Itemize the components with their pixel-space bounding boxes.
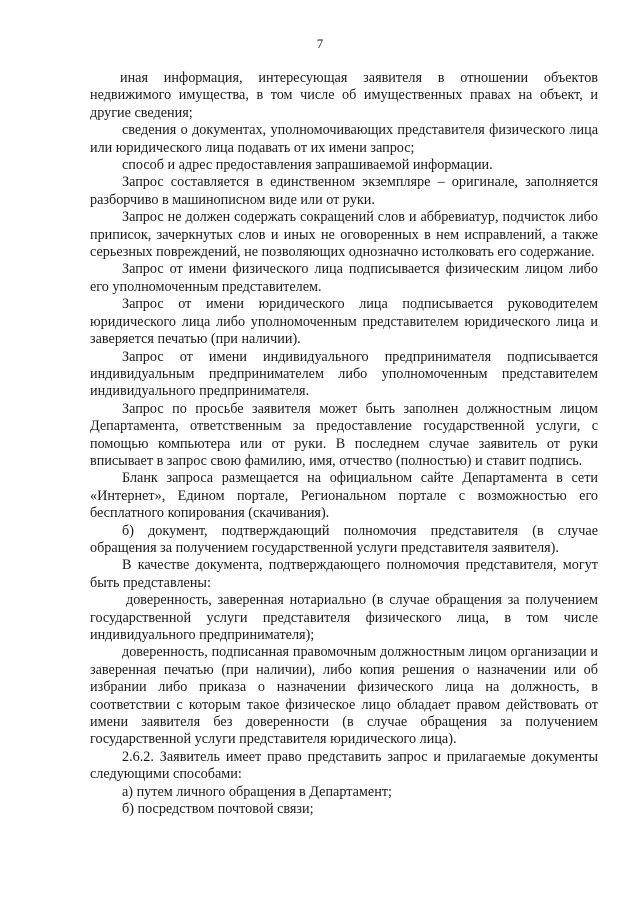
list-item-personal-visit: а) путем личного обращения в Департамент;: [122, 783, 392, 800]
list-item-postal: б) посредством почтовой связи;: [122, 801, 314, 818]
paragraph-section-2-6-2: 2.6.2. Заявитель имеет право представить запрос и прилагаемые документы следующими способами:: [90, 748, 598, 783]
paragraph-no-abbreviations: Запрос не должен содержать сокращений слов и аббревиатур, подчисток либо приписок, зачеркнутых слов и иных не оговоренных в нем исправлений, а также серьезных повреждений, не позволяющих однозначно истолковать его содержание.: [90, 209, 598, 261]
paragraph-legal-entity-signature: Запрос от имени юридического лица подписывается руководителем юридического лица либо уполномоченным представителем юридического лица и заверяется печатью (при наличии).: [90, 296, 598, 348]
paragraph-authority-documents: В качестве документа, подтверждающего полномочия представителя, могут быть представлены:: [90, 557, 598, 591]
paragraph-form-published: Бланк запроса размещается на официальном сайте Департамента в сети «Интернет», Едином портале, Региональном портале с возможностью его бесплатного копирования (скачивания).: [90, 470, 598, 522]
paragraph-individual-signature: Запрос от имени физического лица подписывается физическим лицом либо его уполномоченным представителем.: [90, 261, 598, 295]
paragraph-delivery-method: способ и адрес предоставления запрашиваемой информации.: [122, 157, 493, 174]
page-number: 7: [316, 36, 324, 51]
paragraph-signed-power: доверенность, подписанная правомочным должностным лицом организации и заверенная печатью (при наличии), либо копия решения о назначении или об избрании либо приказа о назначении физического лица на должность, в соответствии с которым такое физическое лицо обладает правом действовать от имени заявителя без доверенности (в случае обращения за получением государственной услуги представителя юридического лица).: [90, 644, 598, 748]
paragraph-entrepreneur-signature: Запрос от имени индивидуального предпринимателя подписывается индивидуальным предпринимателем либо уполномоченным представителем индивидуального предпринимателя.: [90, 348, 598, 400]
paragraph-single-copy: Запрос составляется в единственном экземпляре – оригинале, заполняется разборчиво в машинописном виде или от руки.: [90, 174, 598, 208]
paragraph-item-b-document: б) документ, подтверждающий полномочия представителя (в случае обращения за получением государственной услуги представителя заявителя).: [90, 522, 598, 556]
paragraph-official-fill: Запрос по просьбе заявителя может быть заполнен должностным лицом Департамента, ответственным за предоставление государственной услуги, с помощью компьютера или от руки. В последнем случае заявитель от руки вписывает в запрос свою фамилию, имя, отчество (полностью) и ставит подпись.: [90, 400, 598, 469]
document-body: [90, 70, 598, 818]
paragraph-other-info: иная информация, интересующая заявителя в отношении объектов недвижимого имущества, в том числе об имущественных правах на объект, и другие сведения;: [90, 70, 598, 121]
paragraph-notarized-power: доверенность, заверенная нотариально (в случае обращения за получением государственной услуги представителя физического лица, в том числе индивидуального предпринимателя);: [90, 592, 598, 643]
paragraph-representative-docs: сведения о документах, уполномочивающих представителя физического лица или юридического лица подавать от их имени запрос;: [90, 122, 598, 156]
